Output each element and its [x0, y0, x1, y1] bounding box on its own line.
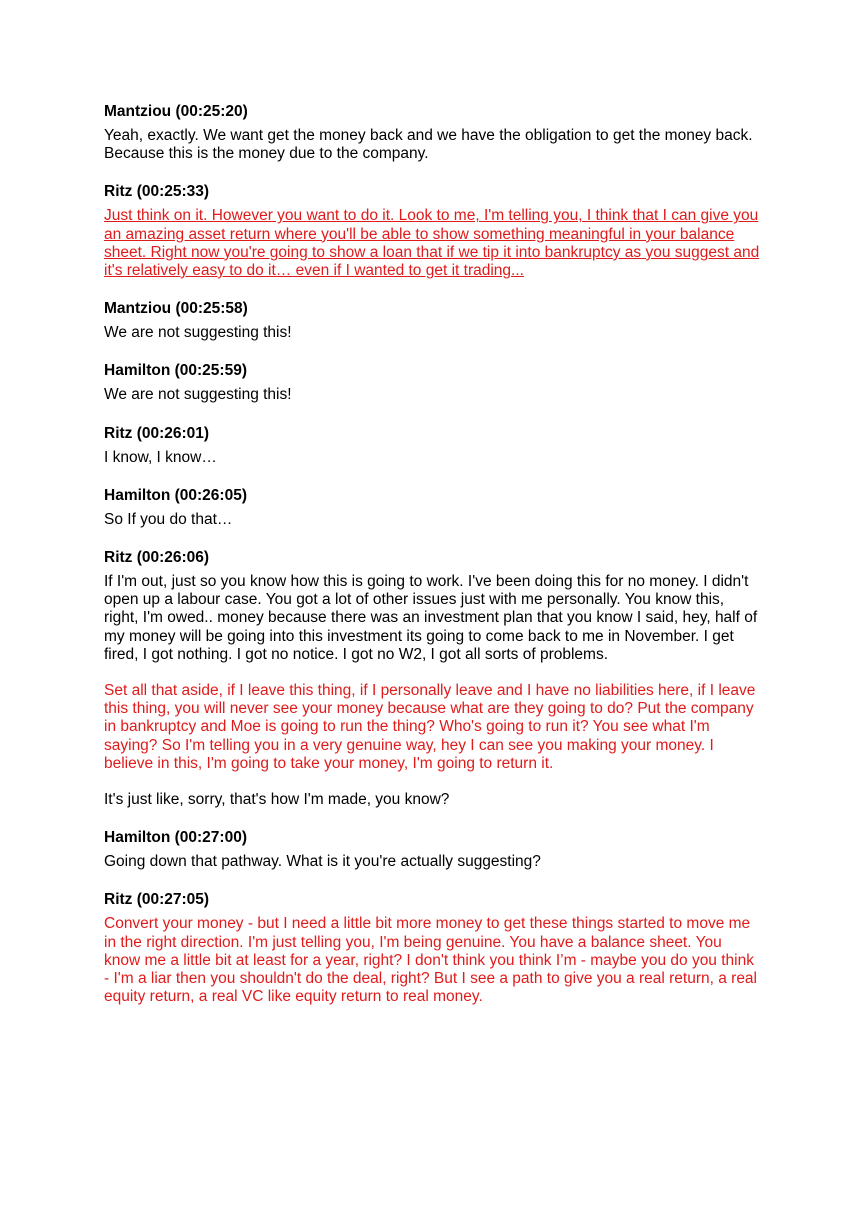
speaker-timestamp: Hamilton (00:27:00): [104, 829, 247, 847]
transcript-text: I know, I know…: [104, 448, 217, 466]
transcript-entry: [104, 300, 760, 342]
transcript-text: If I'm out, just so you know how this is going to work. I've been doing this for no money. I didn't open up a labour case. You got a lot of other issues just with me personally. You know this, right, I'm owed.. money because there was an investment plan that you know I said, hey, half of my money will be going into this investment its going to come back to me in November. I get fired, I got nothing. I got no notice. I got no W2, I got all sorts of problems.: [104, 573, 758, 663]
speaker-timestamp: Ritz (00:26:06): [104, 549, 210, 567]
transcript-entry: [104, 891, 760, 1006]
speaker-timestamp: Ritz (00:26:01): [104, 424, 210, 442]
highlighted-text: Convert your money - but I need a little bit more money to get these things started to move me in the right direction. I'm just telling you, I'm being genuine. You have a balance sheet. You know me a little bit at least for a year, right? I don't think you think I’m - maybe you do you think - I'm a liar then you shouldn't do the deal, right? But I see a path to give you a real return, a real equity return, a real VC like equity return to real money.: [104, 915, 757, 1006]
speaker-timestamp: Ritz (00:25:33): [104, 183, 210, 201]
transcript-text: We are not suggesting this!: [104, 386, 292, 404]
transcript-entry: [104, 487, 760, 529]
transcript-entry: [104, 549, 760, 809]
transcript-text: It's just like, sorry, that's how I'm made, you know?: [104, 791, 450, 809]
transcript-entry: [104, 362, 760, 404]
speaker-timestamp: Mantziou (00:25:20): [104, 103, 248, 120]
transcript-text: So If you do that…: [104, 510, 233, 528]
transcript-entry: [104, 425, 760, 467]
highlighted-underlined-text: Just think on it. However you want to do it. Look to me, I'm telling you, I think that I can give you an amazing asset return where you'll be able to show something meaningful in your balance sheet. Right now you're going to show a loan that if we tip it into bankruptcy as you suggest and it's relatively easy to do it… even if I wanted to get it trading...: [104, 207, 760, 280]
transcript-text: Going down that pathway. What is it you're actually suggesting?: [104, 853, 541, 871]
transcript-entry: [104, 829, 760, 871]
speaker-timestamp: Hamilton (00:26:05): [104, 486, 247, 504]
transcript-entry: [104, 183, 760, 280]
speaker-timestamp: Hamilton (00:25:59): [104, 362, 247, 380]
highlighted-text: Set all that aside, if I leave this thing, if I personally leave and I have no liabilities here, if I leave this thing, you will never see your money because what are they going to do? Put the company in bankruptcy and Moe is going to run the thing? Who's going to run it? You see what I'm saying? So I'm telling you in a very genuine way, hey I can see you making your money. I believe in this, I'm going to take your money, I'm going to return it.: [104, 682, 756, 772]
transcript-text: Yeah, exactly. We want get the money back and we have the obligation to get the money back. Because this is the money due to the company.: [104, 127, 753, 163]
speaker-timestamp: Ritz (00:27:05): [104, 891, 210, 909]
speaker-timestamp: Mantziou (00:25:58): [104, 300, 248, 318]
transcript-entry: [104, 103, 760, 163]
transcript-text: We are not suggesting this!: [104, 324, 292, 342]
